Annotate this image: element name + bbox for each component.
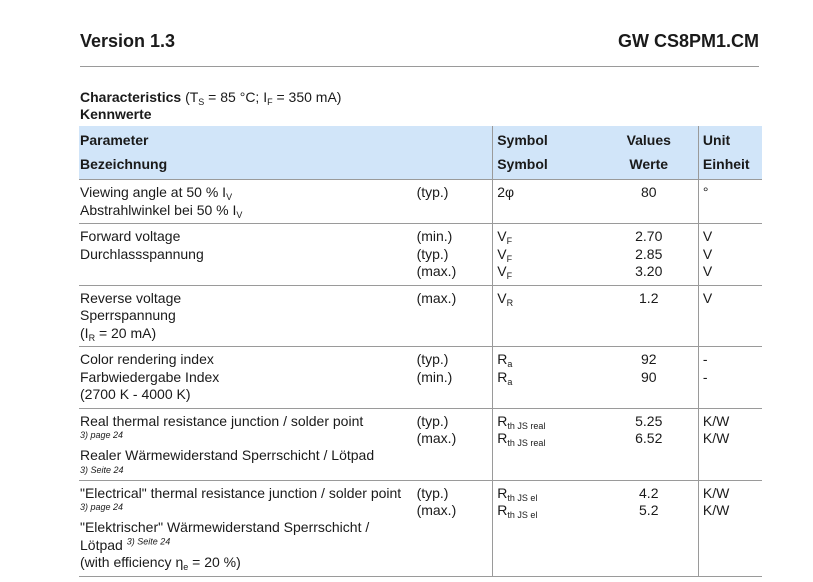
value-cell: 4.2 5.2: [600, 480, 699, 576]
unit-cell: - -: [698, 347, 762, 409]
table-row-thermal-real: [79, 408, 762, 480]
param-cell: Forward voltage Durchlassspannung: [79, 224, 417, 286]
condition-cell: (max.): [417, 285, 493, 347]
value-cell: 80: [600, 180, 699, 224]
col-symbol: Symbol Symbol: [493, 126, 600, 180]
param-cell: Real thermal resistance junction / solder point 3) page 24 Realer Wärmewiderstand Sperrschicht / Lötpad 3) Seite 24: [79, 408, 417, 480]
unit-cell: K/W K/W: [698, 480, 762, 576]
table-row-color-rendering: [79, 347, 762, 409]
unit-cell: V: [698, 285, 762, 347]
param-cell: Viewing angle at 50 % $I_V$ Abstrahlwinkel bei 50 % $I_V$: [79, 180, 417, 224]
symbol-cell: $R_{th JS el}$ $R_{th JS el}$: [493, 480, 600, 576]
unit-cell: °: [698, 180, 762, 224]
unit-cell: V V V: [698, 224, 762, 286]
symbol-cell: $V_R$: [493, 285, 600, 347]
footnote-ref: 3) page 24: [80, 430, 124, 440]
col-values: Values Werte: [626, 132, 671, 172]
col-parameter: Parameter Bezeichnung: [80, 132, 168, 172]
table-header-row: [79, 126, 762, 180]
section-title: [80, 89, 341, 106]
symbol-cell: 2φ: [493, 180, 600, 224]
table-row-reverse-voltage: [79, 285, 762, 347]
param-cell: Reverse voltage Sperrspannung ($I_R = 20$ mA): [79, 285, 417, 347]
part-number: GW CS8PM1.CM: [617, 31, 759, 51]
table-row-viewing-angle: [79, 180, 762, 224]
section-title-german: Kennwerte: [80, 106, 152, 122]
param-cell: Color rendering index Farbwiedergabe Index (2700 K - 4000 K): [79, 347, 417, 409]
condition-cell: (typ.) (max.): [417, 408, 493, 480]
condition-cell: (typ.) (max.): [417, 480, 493, 576]
footnote-ref: 3) Seite 24: [126, 535, 171, 546]
characteristics-table: [79, 126, 762, 577]
col-unit: Unit Einheit: [698, 126, 762, 180]
section-title-bold: Characteristics: [80, 89, 182, 105]
footnote-ref: 3) page 24: [80, 502, 124, 512]
value-cell: 2.70 2.85 3.20: [600, 224, 699, 286]
unit-cell: K/W K/W: [698, 408, 762, 480]
value-cell: 5.25 6.52: [600, 408, 699, 480]
version-label: Version 1.3: [80, 31, 176, 51]
condition-text: ($T_S = 85$ °C; $I_F = 350$ mA): [185, 89, 342, 107]
symbol-cell: $V_F$ $V_F$ $V_F$: [493, 224, 600, 286]
param-cell: "Electrical" thermal resistance junction / solder point 3) page 24 "Elektrischer" Wärmewiderstand Sperrschicht / Lötpad $^{3) Seite 24}$ (with efficiency $\eta_e = 20$ %): [79, 480, 417, 576]
condition-cell: (min.) (typ.) (max.): [417, 224, 493, 286]
symbol-cell: $R_a$ $R_a$: [493, 347, 600, 409]
condition-cell: (typ.) (min.): [417, 347, 493, 409]
table-row-thermal-electrical: [79, 480, 762, 576]
symbol-cell: $R_{th JS real}$ $R_{th JS real}$: [493, 408, 600, 480]
condition-cell: (typ.): [417, 180, 493, 224]
value-cell: 92 90: [600, 347, 699, 409]
header-divider: [80, 66, 759, 67]
table-row-forward-voltage: [79, 224, 762, 286]
value-cell: 1.2: [600, 285, 699, 347]
footnote-ref: 3) Seite 24: [80, 464, 124, 475]
